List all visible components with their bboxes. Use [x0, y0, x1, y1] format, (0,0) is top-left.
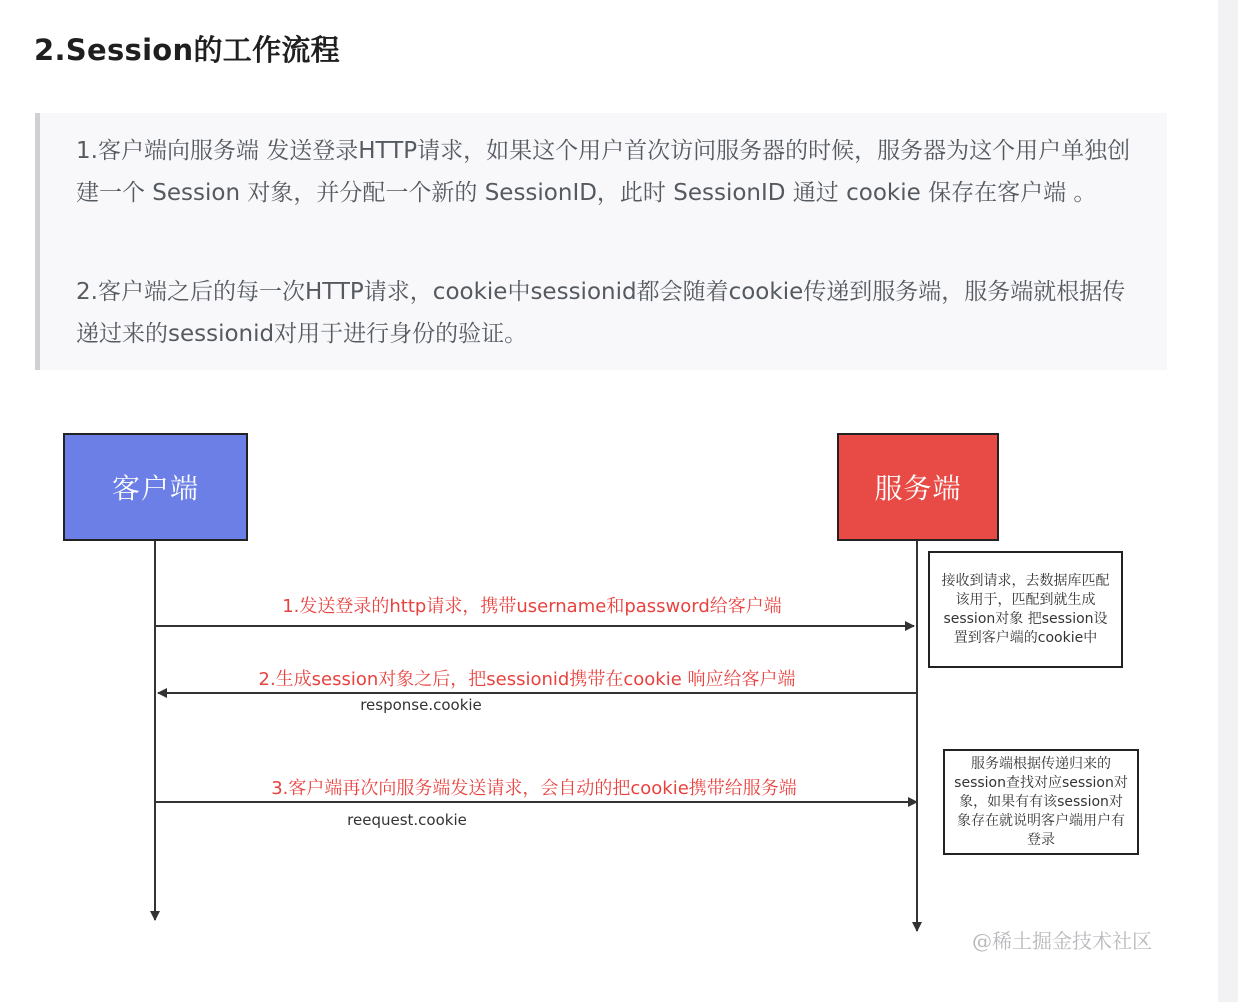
blockquote [35, 113, 1167, 370]
session-flow-diagram [0, 380, 1218, 980]
section-heading: 2.Session的工作流程 [34, 33, 340, 67]
server-note-1: 接收到请求，去数据库匹配该用于，匹配到就生成session对象 把session设置到客户端的cookie中 [928, 551, 1123, 668]
message-1-label: 1.发送登录的http请求，携带username和password给客户端 [282, 596, 782, 617]
message-3-label: 3.客户端再次向服务端发送请求，会自动的把cookie携带给服务端 [271, 778, 797, 799]
server-box: 服务端 [837, 433, 999, 541]
message-2-sublabel: response.cookie [360, 696, 482, 714]
watermark: @稀土掘金技术社区 [972, 929, 1152, 953]
client-box: 客户端 [63, 433, 248, 541]
scrollbar-track[interactable] [1218, 0, 1238, 1002]
message-3-sublabel: reequest.cookie [347, 811, 467, 829]
quote-paragraph-1: 1.客户端向服务端 发送登录HTTP请求，如果这个用户首次访问服务器的时候，服务器为这个用户单独创建一个 Session 对象，并分配一个新的 SessionID，此时 SessionID 通过 cookie 保存在客户端 。 [76, 138, 1131, 206]
message-2-label: 2.生成session对象之后，把sessionid携带在cookie 响应给客户端 [258, 669, 796, 690]
server-note-2: 服务端根据传递归来的session查找对应session对象，如果有有该session对象存在就说明客户端用户有登录 [943, 749, 1139, 855]
quote-paragraph-2: 2.客户端之后的每一次HTTP请求，cookie中sessionid都会随着cookie传递到服务端，服务端就根据传递过来的sessionid对用于进行身份的验证。 [76, 279, 1126, 347]
